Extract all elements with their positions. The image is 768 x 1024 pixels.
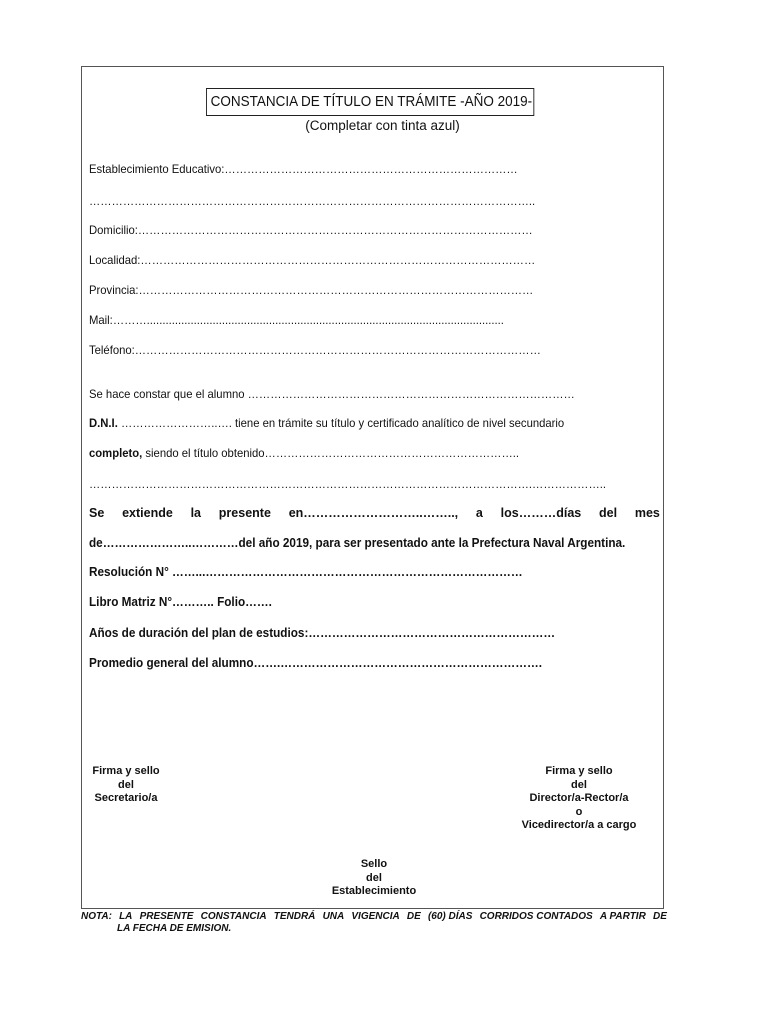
extiende-word: mes — [634, 506, 660, 520]
establecimiento-field: Establecimiento Educativo:…………………………………………………………………… — [89, 162, 518, 176]
nota-word: DE — [652, 911, 667, 922]
domicilio-field: Domicilio:…………………………………………………………………………………………… — [89, 223, 533, 237]
dni-line — [89, 415, 627, 431]
sello-line: Establecimiento — [331, 885, 417, 897]
extiende-word: extiende — [122, 506, 173, 520]
signature-secretario-line: Firma y sello — [92, 765, 160, 777]
signature-secretario-line: Secretario/a — [94, 792, 158, 804]
extiende-word: a — [475, 506, 483, 520]
localidad-field: Localidad:…………………………………………………………………………………………… — [89, 253, 536, 267]
nota-word: PRESENTE — [139, 911, 194, 922]
signature-director-line: o — [575, 805, 583, 818]
nota-word: A PARTIR — [599, 911, 646, 922]
resolucion-field: Resolución N° ……...……………………………………………………………………… — [89, 565, 523, 579]
nota-word: TENDRÁ — [273, 911, 316, 922]
promedio-field: Promedio general del alumno…….…………………………………………………………. — [89, 656, 543, 670]
dni-text: ……………………..…. tiene en trámite su título y certificado analítico de nivel secundario — [117, 416, 565, 430]
sello-line: Sello — [360, 858, 388, 870]
completo-line — [89, 445, 627, 461]
completo-label: completo, — [89, 446, 143, 460]
sello-establecimiento — [324, 858, 424, 899]
signature-director-line: Director/a-Rector/a — [529, 792, 629, 804]
signature-director-line: Firma y sello — [545, 765, 613, 777]
blank-line: ……………………………………………………………………………………………………….……………….. — [89, 477, 607, 491]
nota-row-2: LA FECHA DE EMISION. — [117, 923, 232, 934]
document-title: CONSTANCIA DE TÍTULO EN TRÁMITE -AÑO 2019- — [206, 88, 534, 116]
nota-word: UNA — [322, 911, 345, 922]
extiende-word: los………días — [500, 506, 582, 520]
extiende-word: en………………………..…….., — [288, 506, 459, 520]
provincia-field: Provincia:…………………………………………………………………………………………… — [89, 283, 534, 297]
signature-director-line: del — [571, 778, 587, 791]
extiende-word: la — [190, 506, 202, 520]
nota-word: NOTA: — [81, 911, 112, 922]
telefono-field: Teléfono:……………………………………………………………………………………………… — [89, 343, 541, 357]
libro-matriz-field: Libro Matriz N°……….. Folio……. — [89, 595, 272, 609]
nota-word: DE — [406, 911, 421, 922]
nota-word: VIGENCIA — [351, 911, 400, 922]
signature-director — [510, 765, 648, 833]
nota-word: LA — [119, 911, 133, 922]
sello-line: del — [366, 871, 382, 884]
nota-word: (60) DÍAS — [427, 911, 473, 922]
extiende-line — [89, 505, 660, 521]
dni-label: D.N.I. — [89, 416, 118, 430]
extiende-word: presente — [218, 506, 271, 520]
anios-duracion-field: Años de duración del plan de estudios:……………………………………………………… — [89, 626, 556, 640]
nota-footer — [81, 911, 667, 935]
completo-text: siendo el título obtenido………………………………………………………….. — [142, 446, 519, 460]
nota-word: CORRIDOS CONTADOS — [479, 911, 593, 922]
alumno-line: Se hace constar que el alumno …………………………………………………………………………… — [89, 387, 575, 401]
document-subtitle: (Completar con tinta azul) — [305, 118, 460, 133]
signature-director-line: Vicedirector/a a cargo — [521, 819, 637, 831]
nota-word: CONSTANCIA — [200, 911, 267, 922]
extiende-word: del — [599, 506, 618, 520]
signature-secretario — [88, 765, 164, 806]
extiende-line-2: de…………………..…………del año 2019, para ser presentado ante la Prefectura Naval Argentina. — [89, 536, 626, 550]
extiende-word: Se — [89, 506, 105, 520]
mail-field: Mail:……….................................................................................................................. — [89, 313, 504, 327]
establecimiento-continuation-field: ……………………………………………………………………………………………………….. — [89, 194, 536, 208]
signature-secretario-line: del — [118, 778, 134, 791]
nota-row-1 — [81, 911, 667, 923]
